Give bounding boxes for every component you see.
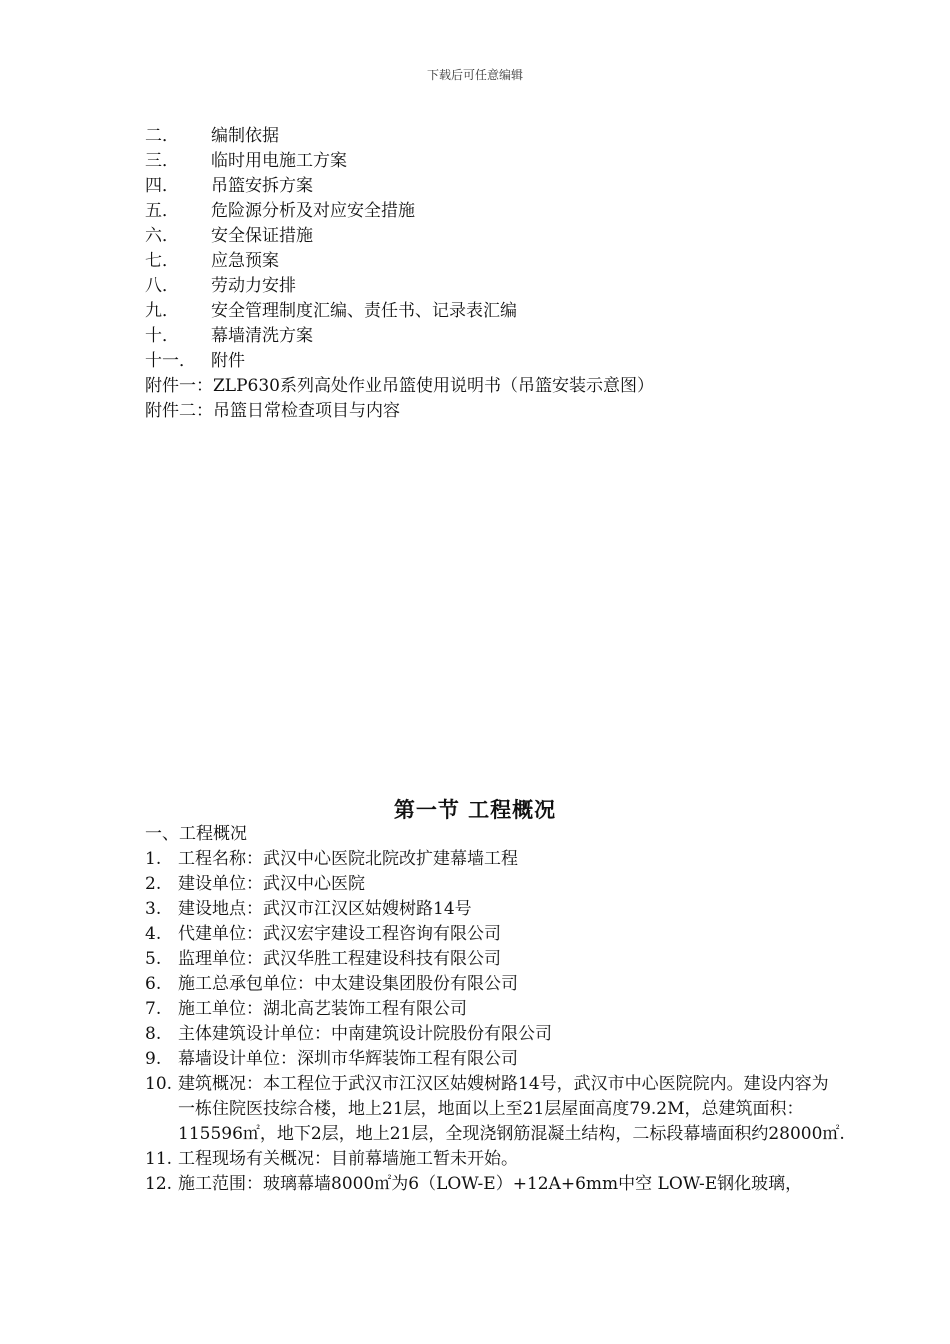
toc-item — [145, 174, 845, 199]
table-of-contents — [145, 124, 845, 424]
toc-item-number: 七． — [145, 251, 179, 271]
list-item-number: 10. — [145, 1074, 173, 1094]
list-item-text: 工程现场有关概况：目前幕墙施工暂未开始。 — [178, 1149, 518, 1169]
list-item — [145, 872, 845, 897]
toc-item — [145, 299, 845, 324]
toc-item-label: 劳动力安排 — [211, 276, 296, 296]
list-item-number: 1. — [145, 849, 162, 869]
list-item — [145, 1172, 845, 1197]
list-item-text: 幕墙设计单位：深圳市华辉装饰工程有限公司 — [178, 1049, 518, 1069]
list-item-text: 主体建筑设计单位：中南建筑设计院股份有限公司 — [178, 1024, 552, 1044]
list-item-text: 施工范围：玻璃幕墙8000㎡为6（LOW-E）+12A+6mm中空 LOW-E钢化玻璃， — [178, 1174, 803, 1194]
toc-item — [145, 324, 845, 349]
list-item-number: 3. — [145, 899, 162, 919]
toc-item — [145, 199, 845, 224]
attachment-line: 附件一：ZLP630系列高处作业吊篮使用说明书（吊篮安装示意图） — [145, 376, 654, 396]
toc-item-number: 九． — [145, 301, 179, 321]
list-item-text: 监理单位：武汉华胜工程建设科技有限公司 — [178, 949, 501, 969]
toc-item-label: 幕墙清洗方案 — [211, 326, 313, 346]
toc-item-label: 吊篮安拆方案 — [211, 176, 313, 196]
toc-item-number: 六． — [145, 226, 179, 246]
toc-item-number: 四． — [145, 176, 179, 196]
toc-item-label: 临时用电施工方案 — [211, 151, 347, 171]
list-item-number: 5. — [145, 949, 162, 969]
list-item-text: 施工总承包单位：中太建设集团股份有限公司 — [178, 974, 518, 994]
list-item — [145, 1072, 845, 1147]
list-item-text: 工程名称：武汉中心医院北院改扩建幕墙工程 — [178, 849, 518, 869]
list-item — [145, 972, 845, 997]
toc-item-number: 十． — [145, 326, 179, 346]
toc-item-number: 八． — [145, 276, 179, 296]
list-item-text: 建设单位：武汉中心医院 — [178, 874, 365, 894]
list-item-number: 7. — [145, 999, 162, 1019]
toc-item-label: 编制依据 — [211, 126, 279, 146]
list-item-text: 建筑概况：本工程位于武汉市江汉区姑嫂树路14号，武汉市中心医院院内。建设内容为一栋住院医技综合楼，地上21层，地面以上至21层屋面高度79.2M，总建筑面积：115596㎡，地下2层，地上21层，全现浇钢筋混凝土结构，二标段幕墙面积约28000㎡. — [178, 1074, 845, 1144]
page-header: 下载后可任意编辑 — [426, 68, 523, 82]
list-item — [145, 1022, 845, 1047]
list-item — [145, 897, 845, 922]
toc-item — [145, 149, 845, 174]
toc-item — [145, 224, 845, 249]
list-item-number: 4. — [145, 924, 162, 944]
toc-item-number: 三． — [145, 151, 179, 171]
toc-item — [145, 249, 845, 274]
sub-heading: 一、工程概况 — [145, 824, 247, 844]
toc-item-label: 安全保证措施 — [211, 226, 313, 246]
toc-item-label: 附件 — [211, 351, 245, 371]
list-item-number: 8. — [145, 1024, 162, 1044]
toc-item-number: 五． — [145, 201, 179, 221]
toc-item-label: 应急预案 — [211, 251, 279, 271]
toc-item — [145, 124, 845, 149]
toc-item-label: 安全管理制度汇编、责任书、记录表汇编 — [211, 301, 517, 321]
list-item — [145, 922, 845, 947]
project-overview — [145, 822, 845, 1197]
list-item-text: 代建单位：武汉宏宇建设工程咨询有限公司 — [178, 924, 501, 944]
attachment-line: 附件二：吊篮日常检查项目与内容 — [145, 401, 400, 421]
toc-item — [145, 349, 845, 374]
list-item — [145, 847, 845, 872]
toc-item-label: 危险源分析及对应安全措施 — [211, 201, 415, 221]
list-item — [145, 997, 845, 1022]
section-title: 第一节 工程概况 — [393, 798, 557, 822]
list-item-text: 建设地点：武汉市江汉区姑嫂树路14号 — [178, 899, 472, 919]
toc-item — [145, 274, 845, 299]
list-item — [145, 947, 845, 972]
list-item-number: 12. — [145, 1174, 173, 1194]
list-item-number: 2. — [145, 874, 162, 894]
list-item — [145, 1147, 845, 1172]
toc-item-number: 十一． — [145, 351, 196, 371]
list-item-number: 11. — [145, 1149, 173, 1169]
list-item-number: 6. — [145, 974, 162, 994]
toc-item-number: 二． — [145, 126, 179, 146]
list-item-number: 9. — [145, 1049, 162, 1069]
list-item-text: 施工单位：湖北高艺装饰工程有限公司 — [178, 999, 467, 1019]
list-item — [145, 1047, 845, 1072]
